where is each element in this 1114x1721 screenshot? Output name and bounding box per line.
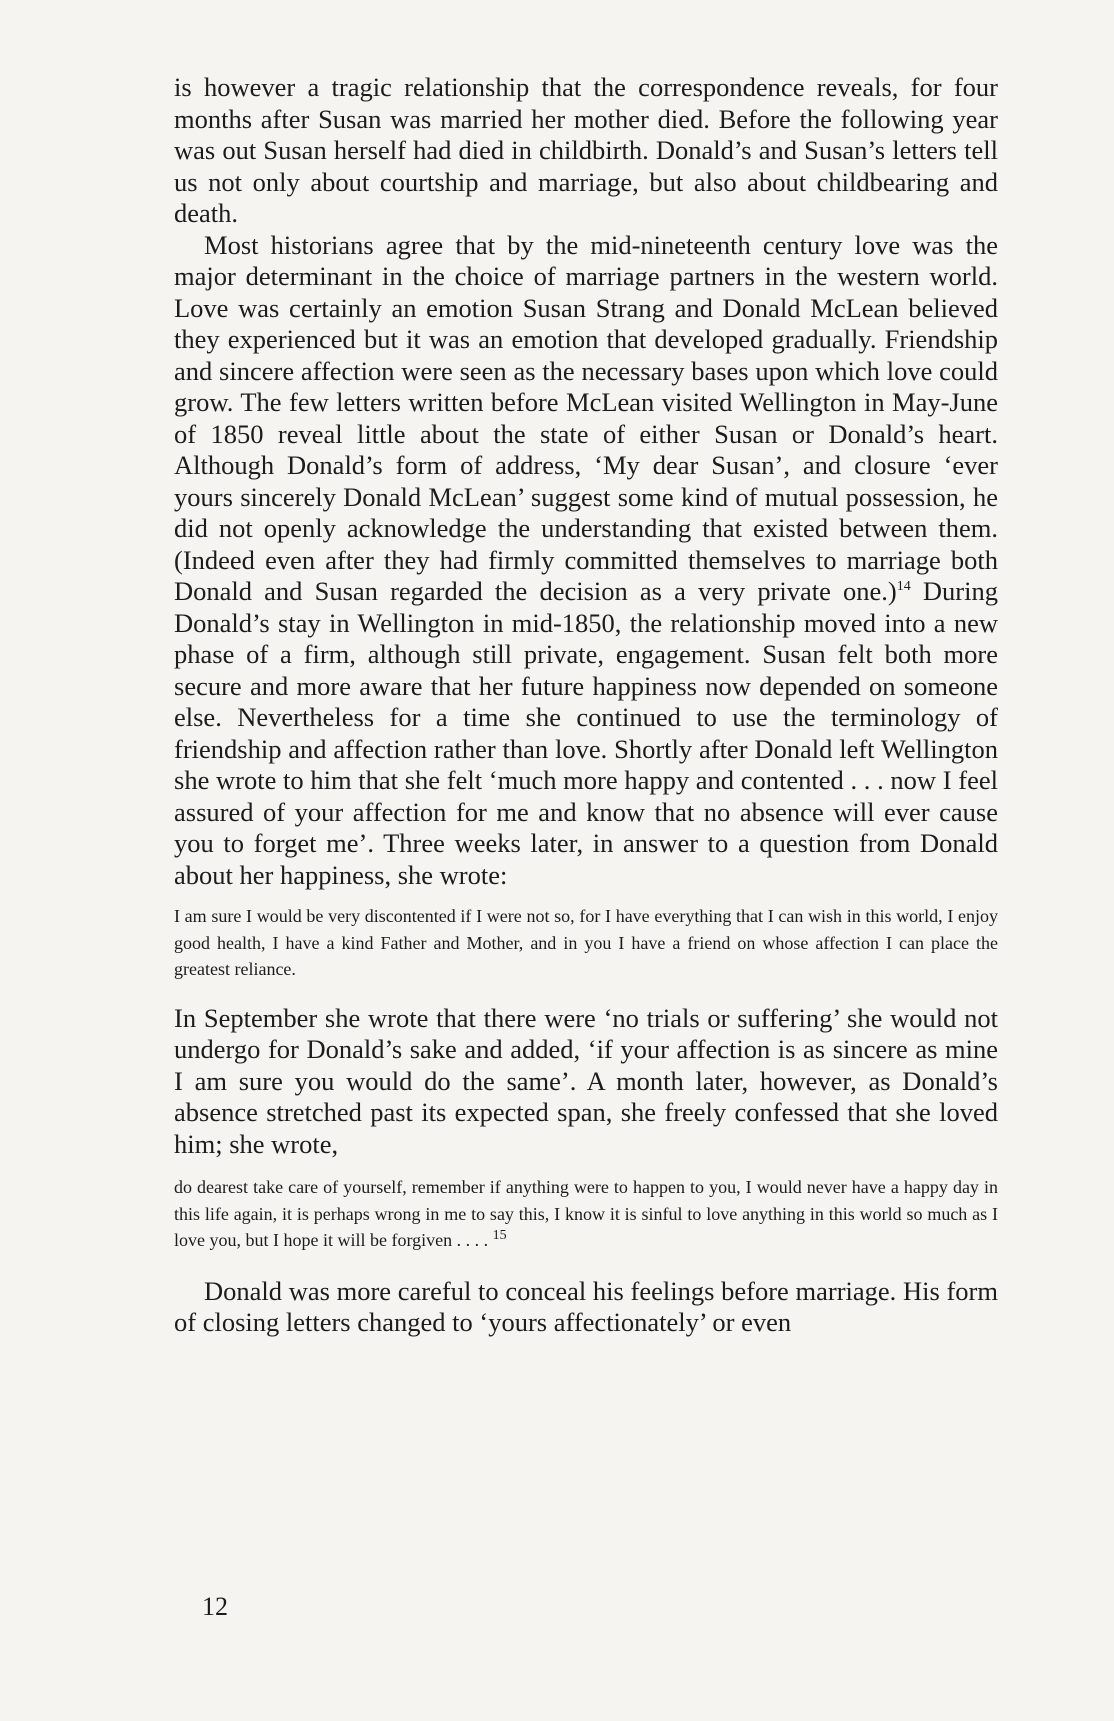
- page-number: 12: [202, 1592, 228, 1621]
- paragraph-2-text-a: Most historians agree that by the mid-nineteenth century love was the major determinant in the choice of marriage partners in the western world. Love was certainly an emotion Susan Strang and Donald McLean believed they experienced but it was an emotion that developed gradually. Friendship and sincere affection were seen as the necessary bases upon which love could grow. The few letters written before McLean visited Wellington in May-June of 1850 reveal little about the state of either Susan or Donald’s heart. Although Donald’s form of address, ‘My dear Susan’, and closure ‘ever yours sincerely Donald McLean’ suggest some kind of mutual possession, he did not openly acknowledge the understanding that existed between them. (Indeed even after they had firmly committed themselves to marriage both Donald and Susan regarded the decision as a very private one.): [174, 229, 998, 606]
- footnote-ref-15: 15: [492, 1228, 507, 1243]
- paragraph-2: [174, 230, 998, 892]
- paragraph-2-text-b: During Donald’s stay in Wellington in mid-1850, the relationship moved into a new phase of a firm, although still private, engagement. Susan felt both more secure and more aware that her future happiness now depended on someone else. Nevertheless for a time she continued to use the terminology of friendship and affection rather than love. Shortly after Donald left Wellington she wrote to him that she felt ‘much more happy and contented . . . now I feel assured of your affection for me and know that no absence will ever cause you to forget me’. Three weeks later, in answer to a question from Donald about her happiness, she wrote:: [174, 576, 998, 890]
- page-body: [174, 72, 998, 1339]
- block-quote-2-text: do dearest take care of yourself, remember if anything were to happen to you, I would never have a happy day in this life again, it is perhaps wrong in me to say this, I know it is sinful to love anything in this world so much as I love you, but I hope it will be forgiven . . . .: [174, 1177, 998, 1250]
- block-quote-2: [174, 1174, 998, 1254]
- footnote-ref-14: 14: [896, 579, 911, 595]
- paragraph-1: is however a tragic relationship that the correspondence reveals, for four months after Susan was married her mother died. Before the following year was out Susan herself had died in childbirth. Donald’s and Susan’s letters tell us not only about courtship and marriage, but also about childbearing and death.: [174, 72, 998, 228]
- block-quote-1: I am sure I would be very discontented if I were not so, for I have everything that I can wish in this world, I enjoy good health, I have a kind Father and Mother, and in you I have a friend on whose affection I can place the greatest reliance.: [174, 906, 998, 979]
- paragraph-4: Donald was more careful to conceal his feelings before marriage. His form of closing letters changed to ‘yours affectionately’ or even: [174, 1275, 998, 1337]
- paragraph-3: In September she wrote that there were ‘no trials or suffering’ she would not undergo for Donald’s sake and added, ‘if your affection is as sincere as mine I am sure you would do the same’. A month later, however, as Donald’s absence stretched past its expected span, she freely confessed that she loved him; she wrote,: [174, 1002, 998, 1159]
